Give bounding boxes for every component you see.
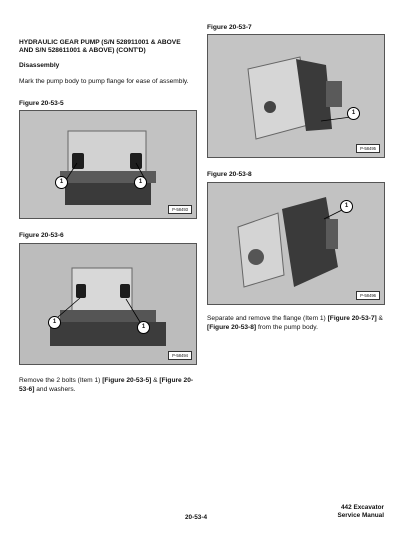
figure-photo-5 [19,110,197,219]
photo-code: P-58493 [168,205,192,214]
pump-photo-top-view [20,111,196,218]
step-text-mark-pump: Mark the pump body to pump flange for ease of assembly. [19,78,189,85]
figure-label-5: Figure 20-53-5 [19,100,64,107]
page-heading: HYDRAULIC GEAR PUMP (S/N 528911001 & ABOVE AND S/N 528611001 & ABOVE) (CONT'D) [19,39,181,54]
callout-1-left: 1 [48,316,61,329]
photo-code: P-58495 [356,144,380,153]
pump-photo-front-view [20,244,196,364]
figure-ref-8: [Figure 20-53-8] [207,323,257,331]
photo-code: P-58496 [356,291,380,300]
page-number: 20-53-4 [185,514,208,521]
figure-photo-6 [19,243,197,365]
callout-1-right: 1 [134,176,147,189]
callout-1: 1 [347,107,360,120]
figure-label-8: Figure 20-53-8 [207,171,252,178]
callout-1-right: 1 [137,321,150,334]
manual-title: Service Manual [337,512,384,519]
callout-1-left: 1 [55,176,68,189]
figure-label-7: Figure 20-53-7 [207,24,252,31]
figure-label-6: Figure 20-53-6 [19,232,64,239]
footer-manual-info [337,504,384,520]
figure-photo-8 [207,182,385,305]
photo-code: P-58494 [168,351,192,360]
pump-flange-side-view [208,35,384,157]
callout-1: 1 [340,200,353,213]
figure-ref-7: [Figure 20-53-7] [327,315,377,322]
machine-model: 442 Excavator [341,504,384,511]
figure-ref-6: [Figure 20-53-6] [19,377,194,393]
figure-photo-7 [207,34,385,158]
pump-flange-separated-view [208,183,384,304]
figure-ref-5: [Figure 20-53-5] [102,377,152,384]
section-title-disassembly: Disassembly [19,62,60,69]
step-text-remove-bolts: Remove the 2 bolts (Item 1) [Figure 20-53-5] & [Figure 20-53-6] and washers. [19,377,194,393]
step-text-remove-flange: Separate and remove the flange (Item 1) [Figure 20-53-7] & [Figure 20-53-8] from the pump body. [207,315,383,331]
